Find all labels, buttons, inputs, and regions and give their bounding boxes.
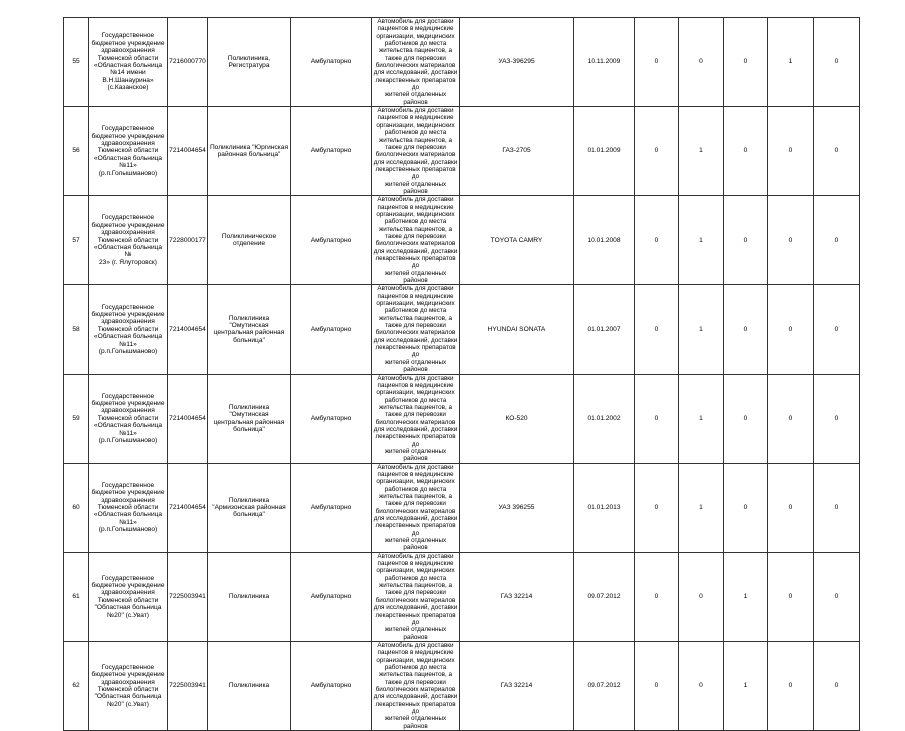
care-type: Амбулаторно — [291, 196, 372, 285]
vehicle-purpose: Автомобиль для доставки пациентов в медицинские организации, медицинских работников до места жительства пациентов, а также для перевозки биологических материалов для исследований, доставки лекарственных препаратов до жителей отдаленных районов — [372, 641, 460, 730]
count-cell-2: 1 — [679, 285, 724, 374]
unit-name: Поликлиническое отделение — [208, 196, 291, 285]
row-number: 61 — [64, 552, 89, 641]
row-number: 60 — [64, 463, 89, 552]
count-cell-2: 1 — [679, 196, 724, 285]
organization-name: Государственное бюджетное учреждение здравоохранения Тюменской области «Областная больница №11» (р.п.Голышманово) — [89, 463, 168, 552]
vehicle-purpose: Автомобиль для доставки пациентов в медицинские организации, медицинских работников до места жительства пациентов, а также для перевозки биологических материалов для исследований, доставки лекарственных препаратов до жителей отдаленных районов — [372, 463, 460, 552]
inn-code: 7214004654 — [168, 374, 208, 463]
vehicle-model: ГАЗ-2705 — [460, 107, 574, 196]
count-cell-3: 1 — [724, 552, 768, 641]
acquisition-date: 01.01.2009 — [574, 107, 635, 196]
table-row — [64, 196, 860, 285]
vehicle-model: HYUNDAI SONATA — [460, 285, 574, 374]
care-type: Амбулаторно — [291, 552, 372, 641]
inn-code: 7225003941 — [168, 641, 208, 730]
count-cell-3: 0 — [724, 196, 768, 285]
care-type: Амбулаторно — [291, 18, 372, 107]
count-cell-4: 0 — [768, 552, 814, 641]
row-number: 62 — [64, 641, 89, 730]
count-cell-3: 0 — [724, 107, 768, 196]
care-type: Амбулаторно — [291, 641, 372, 730]
count-cell-3: 0 — [724, 285, 768, 374]
vehicle-table — [63, 17, 860, 731]
count-cell-1: 0 — [635, 552, 679, 641]
inn-code: 7214004654 — [168, 285, 208, 374]
count-cell-4: 0 — [768, 196, 814, 285]
care-type: Амбулаторно — [291, 107, 372, 196]
table-row — [64, 285, 860, 374]
acquisition-date: 10.01.2008 — [574, 196, 635, 285]
count-cell-1: 0 — [635, 374, 679, 463]
count-cell-2: 0 — [679, 18, 724, 107]
count-cell-4: 0 — [768, 463, 814, 552]
acquisition-date: 09.07.2012 — [574, 641, 635, 730]
count-cell-1: 0 — [635, 196, 679, 285]
organization-name: Государственное бюджетное учреждение здравоохранения Тюменской области «Областная больница №11» (р.п.Голышманово) — [89, 285, 168, 374]
organization-name: Государственное бюджетное учреждение здравоохранения Тюменской области «Областная больница №11» (р.п.Голышманово) — [89, 374, 168, 463]
row-number: 59 — [64, 374, 89, 463]
unit-name: Поликлиника "Омутинская центральная районная больница" — [208, 374, 291, 463]
acquisition-date: 09.07.2012 — [574, 552, 635, 641]
count-cell-2: 1 — [679, 374, 724, 463]
inn-code: 7214004654 — [168, 463, 208, 552]
count-cell-2: 0 — [679, 552, 724, 641]
count-cell-4: 1 — [768, 18, 814, 107]
count-cell-1: 0 — [635, 285, 679, 374]
unit-name: Поликлиника "Омутинская центральная районная больница" — [208, 285, 291, 374]
vehicle-model: ГАЗ 32214 — [460, 552, 574, 641]
care-type: Амбулаторно — [291, 374, 372, 463]
count-cell-4: 0 — [768, 641, 814, 730]
vehicle-purpose: Автомобиль для доставки пациентов в медицинские организации, медицинских работников до места жительства пациентов, а также для перевозки биологических материалов для исследований, доставки лекарственных препаратов до жителей отдаленных районов — [372, 552, 460, 641]
inn-code: 7216000770 — [168, 18, 208, 107]
table-row — [64, 641, 860, 730]
acquisition-date: 01.01.2013 — [574, 463, 635, 552]
count-cell-4: 0 — [768, 374, 814, 463]
count-cell-1: 0 — [635, 107, 679, 196]
care-type: Амбулаторно — [291, 285, 372, 374]
document-page — [63, 17, 839, 730]
row-number: 55 — [64, 18, 89, 107]
organization-name: Государственное бюджетное учреждение здравоохранения Тюменской области «Областная больница №14 имени В.Н.Шанаурина» (с.Казанское) — [89, 18, 168, 107]
count-cell-4: 0 — [768, 107, 814, 196]
count-cell-3: 0 — [724, 374, 768, 463]
count-cell-2: 0 — [679, 641, 724, 730]
count-cell-4: 0 — [768, 285, 814, 374]
row-number: 57 — [64, 196, 89, 285]
vehicle-purpose: Автомобиль для доставки пациентов в медицинские организации, медицинских работников до места жительства пациентов, а также для перевозки биологических материалов для исследований, доставки лекарственных препаратов до жителей отдаленных районов — [372, 18, 460, 107]
unit-name: Поликлиника "Юргинская районная больница" — [208, 107, 291, 196]
count-cell-5: 0 — [814, 196, 860, 285]
acquisition-date: 10.11.2009 — [574, 18, 635, 107]
organization-name: Государственное бюджетное учреждение здравоохранения Тюменской области «Областная больница №11» (р.п.Голышманово) — [89, 107, 168, 196]
row-number: 56 — [64, 107, 89, 196]
count-cell-2: 1 — [679, 463, 724, 552]
count-cell-5: 0 — [814, 18, 860, 107]
vehicle-model: КО-520 — [460, 374, 574, 463]
count-cell-5: 0 — [814, 107, 860, 196]
vehicle-purpose: Автомобиль для доставки пациентов в медицинские организации, медицинских работников до места жительства пациентов, а также для перевозки биологических материалов для исследований, доставки лекарственных препаратов до жителей отдаленных районов — [372, 285, 460, 374]
row-number: 58 — [64, 285, 89, 374]
vehicle-model: УАЗ-396295 — [460, 18, 574, 107]
count-cell-5: 0 — [814, 374, 860, 463]
vehicle-purpose: Автомобиль для доставки пациентов в медицинские организации, медицинских работников до места жительства пациентов, а также для перевозки биологических материалов для исследований, доставки лекарственных препаратов до жителей отдаленных районов — [372, 196, 460, 285]
count-cell-2: 1 — [679, 107, 724, 196]
table-row — [64, 107, 860, 196]
table-row — [64, 552, 860, 641]
organization-name: Государственное бюджетное учреждение здравоохранения Тюменской области "Областная больница №20" (с.Уват) — [89, 552, 168, 641]
count-cell-5: 0 — [814, 641, 860, 730]
inn-code: 7214004654 — [168, 107, 208, 196]
unit-name: Поликлиника, Регистратура — [208, 18, 291, 107]
unit-name: Поликлиника — [208, 552, 291, 641]
count-cell-3: 0 — [724, 463, 768, 552]
count-cell-3: 0 — [724, 18, 768, 107]
acquisition-date: 01.01.2002 — [574, 374, 635, 463]
unit-name: Поликлиника "Армизонская районная больница" — [208, 463, 291, 552]
table-row — [64, 463, 860, 552]
count-cell-5: 0 — [814, 463, 860, 552]
organization-name: Государственное бюджетное учреждение здравоохранения Тюменской области "Областная больница №20" (с.Уват) — [89, 641, 168, 730]
care-type: Амбулаторно — [291, 463, 372, 552]
vehicle-purpose: Автомобиль для доставки пациентов в медицинские организации, медицинских работников до места жительства пациентов, а также для перевозки биологических материалов для исследований, доставки лекарственных препаратов до жителей отдаленных районов — [372, 107, 460, 196]
count-cell-5: 0 — [814, 285, 860, 374]
acquisition-date: 01.01.2007 — [574, 285, 635, 374]
count-cell-1: 0 — [635, 18, 679, 107]
vehicle-model: УАЗ 396255 — [460, 463, 574, 552]
vehicle-model: ГАЗ 32214 — [460, 641, 574, 730]
organization-name: Государственное бюджетное учреждение здравоохранения Тюменской области «Областная больница № 23» (г. Ялуторовск) — [89, 196, 168, 285]
unit-name: Поликлиника — [208, 641, 291, 730]
count-cell-1: 0 — [635, 463, 679, 552]
vehicle-model: TOYOTA CAMRY — [460, 196, 574, 285]
count-cell-1: 0 — [635, 641, 679, 730]
table-row — [64, 18, 860, 107]
vehicle-purpose: Автомобиль для доставки пациентов в медицинские организации, медицинских работников до места жительства пациентов, а также для перевозки биологических материалов для исследований, доставки лекарственных препаратов до жителей отдаленных районов — [372, 374, 460, 463]
inn-code: 7225003941 — [168, 552, 208, 641]
count-cell-5: 0 — [814, 552, 860, 641]
count-cell-3: 1 — [724, 641, 768, 730]
inn-code: 7228000177 — [168, 196, 208, 285]
table-row — [64, 374, 860, 463]
